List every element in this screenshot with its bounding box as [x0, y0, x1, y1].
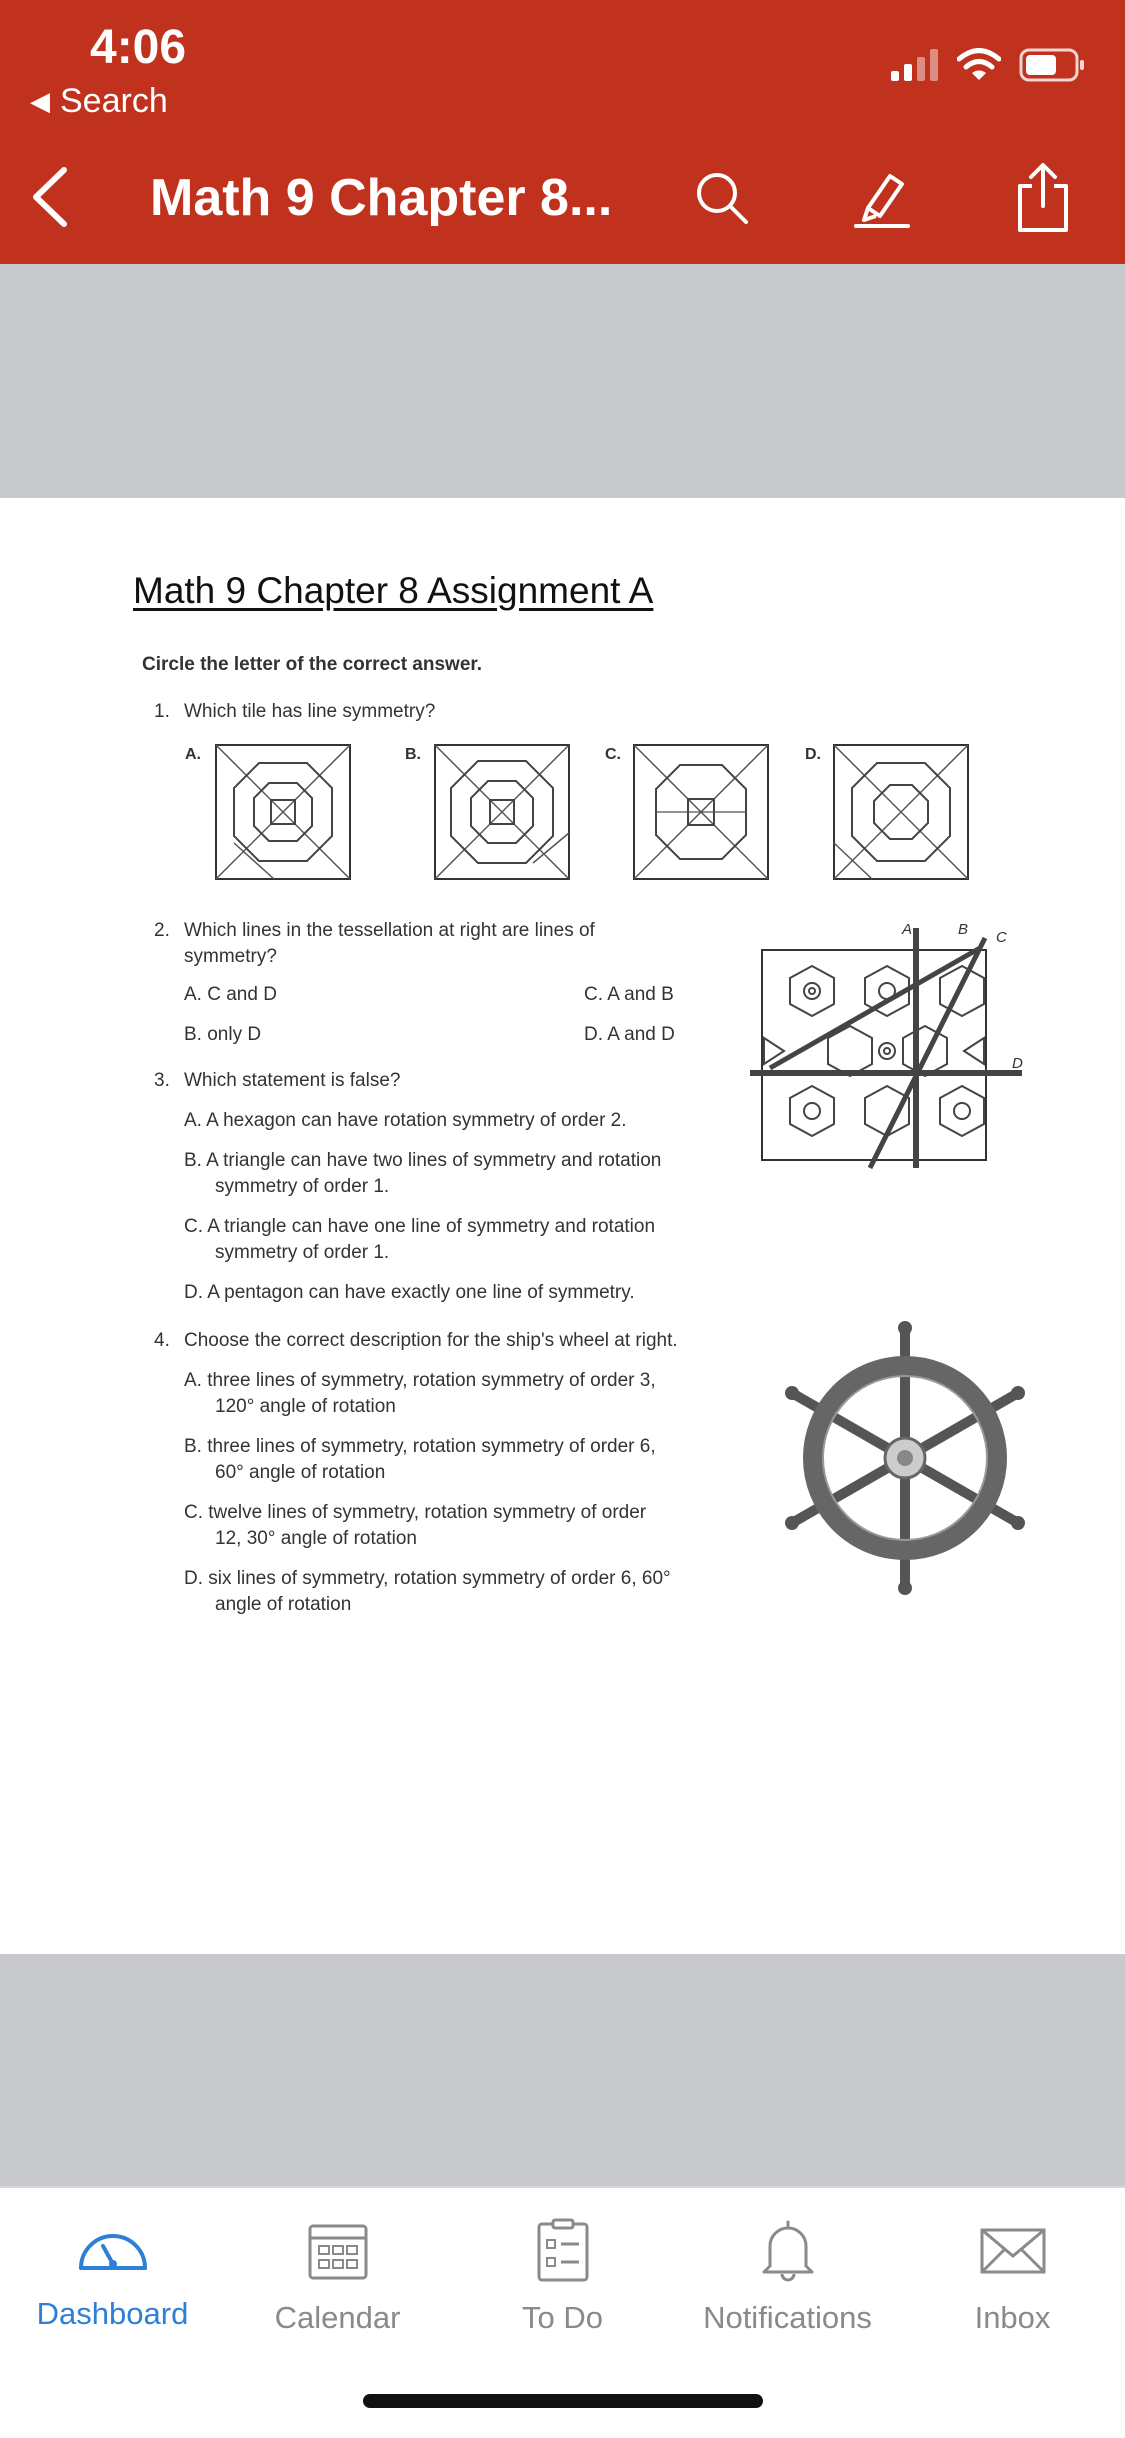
tab-inbox-label: Inbox: [974, 2300, 1051, 2335]
q1-text: Which tile has line symmetry?: [184, 701, 436, 722]
q4-text: Choose the correct description for the ship's wheel at right.: [184, 1330, 678, 1351]
q4-option-a-line2: 120° angle of rotation: [215, 1396, 396, 1417]
q3-option-c-line1: C. A triangle can have one line of symmetry and rotation: [184, 1216, 656, 1237]
q4-option-c-line2: 12, 30° angle of rotation: [215, 1528, 417, 1549]
q3-option-d: D. A pentagon can have exactly one line of symmetry.: [184, 1282, 635, 1303]
q4-option-b-line1: B. three lines of symmetry, rotation symmetry of order 6,: [184, 1436, 656, 1457]
tess-label-b: B: [958, 921, 969, 938]
instruction-text: Circle the letter of the correct answer.: [142, 654, 483, 675]
q2-option-d: D. A and D: [584, 1024, 675, 1045]
tab-calendar-label: Calendar: [274, 2300, 401, 2335]
app-header: [0, 0, 1125, 264]
dashboard-icon: [73, 2218, 153, 2278]
document-page[interactable]: [0, 498, 1125, 1954]
share-icon[interactable]: [1008, 160, 1078, 234]
tessellation-figure: [750, 918, 1030, 1178]
home-indicator[interactable]: [363, 2394, 763, 2408]
back-app-label: Search: [60, 82, 168, 120]
tess-label-d: D: [1012, 1055, 1023, 1072]
q3-option-b-line2: symmetry of order 1.: [215, 1176, 390, 1197]
chevron-left-icon[interactable]: [22, 162, 82, 232]
todo-icon: [531, 2218, 595, 2282]
tile-b-figure: [433, 743, 571, 881]
q1-option-c: C.: [605, 746, 621, 763]
inbox-icon: [978, 2218, 1048, 2282]
signal-icon: [891, 49, 939, 81]
q4-option-c-line1: C. twelve lines of symmetry, rotation symmetry of order: [184, 1502, 647, 1523]
search-icon[interactable]: [690, 166, 754, 230]
status-time: 4:06: [90, 21, 187, 74]
q1-number: 1.: [154, 701, 170, 722]
q4-number: 4.: [154, 1330, 170, 1351]
highlighter-icon[interactable]: [850, 166, 914, 230]
tile-c-figure: [632, 743, 770, 881]
back-triangle-icon: ◀: [30, 86, 50, 116]
bell-icon: [756, 2218, 820, 2282]
assignment-title: Math 9 Chapter 8 Assignment A: [133, 570, 654, 611]
q1-option-a: A.: [185, 746, 201, 763]
back-to-search-link[interactable]: [30, 82, 168, 121]
tab-dashboard-label: Dashboard: [36, 2296, 189, 2331]
q2-option-c: C. A and B: [584, 984, 674, 1005]
q4-option-b-line2: 60° angle of rotation: [215, 1462, 386, 1483]
tess-label-c: C: [996, 929, 1007, 946]
calendar-icon: [306, 2218, 370, 2282]
q4-option-a-line1: A. three lines of symmetry, rotation symmetry of order 3,: [184, 1370, 656, 1391]
battery-icon: [1019, 48, 1085, 82]
tab-notifications[interactable]: [675, 2218, 900, 2368]
document-title: Math 9 Chapter 8...: [150, 169, 613, 227]
q3-option-c-line2: symmetry of order 1.: [215, 1242, 390, 1263]
page-gutter-top: [0, 264, 1125, 498]
nav-bar: [0, 150, 1125, 250]
tab-todo-label: To Do: [522, 2300, 603, 2335]
wifi-icon: [957, 48, 1001, 82]
q2-option-a: A. C and D: [184, 984, 277, 1005]
q2-line2: symmetry?: [184, 946, 277, 967]
tile-a-figure: [214, 743, 352, 881]
tab-todo[interactable]: [450, 2218, 675, 2368]
tab-inbox[interactable]: [900, 2218, 1125, 2368]
q4-option-d-line1: D. six lines of symmetry, rotation symmetry of order 6, 60°: [184, 1568, 671, 1589]
q3-option-b-line1: B. A triangle can have two lines of symmetry and rotation: [184, 1150, 662, 1171]
tab-notifications-label: Notifications: [703, 2300, 872, 2335]
tab-dashboard[interactable]: [0, 2218, 225, 2368]
q3-option-a: A. A hexagon can have rotation symmetry of order 2.: [184, 1110, 627, 1131]
tess-label-a: A: [902, 921, 913, 938]
page-gutter-bottom: [0, 1954, 1125, 2186]
q1-option-b: B.: [405, 746, 421, 763]
status-icons: [891, 48, 1085, 82]
q3-number: 3.: [154, 1070, 170, 1091]
q2-number: 2.: [154, 920, 170, 941]
q2-line1: Which lines in the tessellation at right are lines of: [184, 920, 595, 941]
ships-wheel-figure: [775, 1318, 1035, 1598]
tile-d-figure: [832, 743, 970, 881]
q4-option-d-line2: angle of rotation: [215, 1594, 352, 1615]
q3-text: Which statement is false?: [184, 1070, 401, 1091]
tab-calendar[interactable]: [225, 2218, 450, 2368]
q2-option-b: B. only D: [184, 1024, 262, 1045]
q1-option-d: D.: [805, 746, 821, 763]
